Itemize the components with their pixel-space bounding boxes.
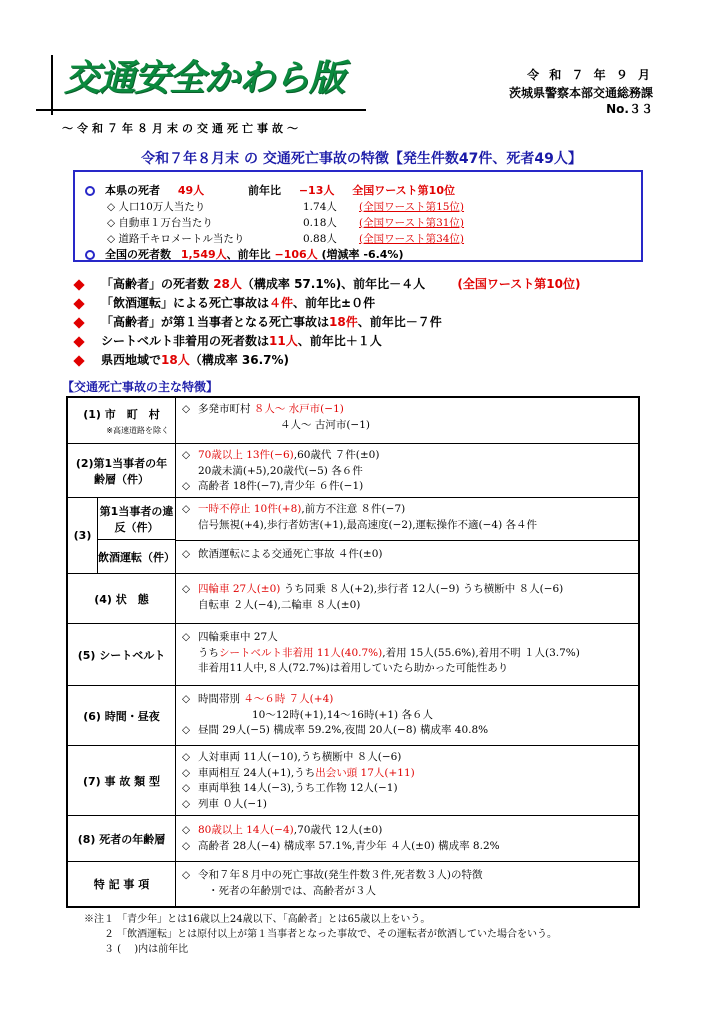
issue-date: 令 和 ７ 年 ９ 月	[527, 68, 653, 82]
diamond-bullet-icon	[73, 355, 84, 366]
table-row	[68, 862, 638, 906]
table-row	[68, 624, 638, 686]
footnote: ３ ( )内は前年比	[84, 944, 189, 955]
table-row	[68, 816, 638, 862]
key-point: 県西地域で18人（構成率 36.7%)	[75, 351, 289, 368]
summary-prefecture-line: 本県の死者 49人 前年比 −13人 全国ワースト第10位	[85, 182, 455, 198]
row-sublabel-violation: 第1当事者の違反（件）	[98, 498, 176, 540]
row-content: ◇ 令和７年８月中の死亡事故(発生件数３件,死者数３人)の特徴 ・死者の年齢別では、高齢者が３人	[182, 869, 483, 897]
circle-bullet-icon	[85, 186, 95, 196]
issue-number: No.３３	[606, 102, 653, 116]
diamond-bullet-icon	[73, 298, 84, 309]
key-point: 「高齢者」の死者数 28人（構成率 57.1%)、前年比－４人 (全国ワースト第10位)	[75, 275, 580, 292]
row-content: ◇ 一時不停止 10件(+8),前方不注意 ８件(−7) 信号無視(+4),歩行者妨害(+1),最高速度(−2),運転操作不適(−4) 各４件 ◇ 飲酒運転による交通死亡事故 ４件(±0)	[182, 503, 538, 560]
footnotes	[84, 912, 557, 957]
newsletter-subtitle: ～令和７年８月末の交通死亡事故～	[62, 122, 302, 135]
section-title: 【交通死亡事故の主な特徴】	[62, 380, 219, 394]
key-point: 「飲酒運転」による死亡事故は４件、前年比±０件	[75, 294, 375, 311]
table-row	[68, 498, 638, 574]
row-content: ◇ 人対車両 11人(−10),うち横断中 ８人(−6) ◇ 車両相互 24人(+1),うち出会い頭 17人(+11) ◇ 車両単独 14人(−3),うち工作物 12人(−1) ◇ 列車 ０人(−1)	[182, 751, 415, 810]
row-label: (6) 時間・昼夜	[68, 686, 176, 745]
diamond-bullet-icon	[73, 317, 84, 328]
row-label: (5) シートベルト	[68, 624, 176, 685]
summary-sub-item: ◇ 道路千キロメートル当たり 0.88人 (全国ワースト第34位)	[107, 233, 465, 245]
headline: 令和７年８月末 の 交通死亡事故の特徴【発生件数47件、死者49人】	[141, 151, 582, 167]
features-table	[66, 396, 640, 908]
row-label: (7) 事 故 類 型	[68, 746, 176, 815]
row-label: (8) 死者の年齢層	[68, 816, 176, 861]
row-label: (2)第1当事者の年齢層（件）	[68, 444, 176, 497]
key-point: シートベルト非着用の死者数は11人、前年比＋１人	[75, 332, 382, 349]
table-row	[68, 574, 638, 624]
issuer: 茨城県警察本部交通総務課	[508, 86, 653, 100]
masthead-vertical-rule	[51, 55, 53, 115]
diamond-bullet-icon	[73, 336, 84, 347]
row-content: ◇ 多発市町村 ８人～ 水戸市(−1) ４人～ 古河市(−1)	[182, 403, 371, 431]
summary-box	[73, 170, 643, 262]
table-row	[68, 398, 638, 444]
table-row	[68, 444, 638, 498]
row-content: ◇ 時間帯別 ４～６時 ７人(+4) 10～12時(+1),14～16時(+1) 各６人 ◇ 昼間 29人(−5) 構成率 59.2%,夜間 20人(−8) 構成率 40.8%	[182, 693, 489, 736]
masthead-horizontal-rule	[36, 109, 366, 111]
table-row	[68, 746, 638, 816]
row-label: (1) 市 町 村 ※高速道路を除く	[68, 398, 176, 443]
footnote: ２ 「飲酒運転」とは原付以上が第１当事者となった事故で、その運転者が飲酒していた場合をいう。	[84, 929, 557, 940]
key-point: 「高齢者」が第１当事者となる死亡事故は18件、前年比－７件	[75, 313, 442, 330]
row-label: 特 記 事 項	[68, 862, 176, 906]
row-content: ◇ 80歳以上 14人(−4),70歳代 12人(±0) ◇ 高齢者 28人(−4) 構成率 57.1%,青少年 ４人(±0) 構成率 8.2%	[182, 824, 500, 852]
row-label: (4) 状 態	[68, 574, 176, 623]
circle-bullet-icon	[85, 250, 95, 260]
row-content: ◇ 四輪車 27人(±0) うち同乗 ８人(+2),歩行者 12人(−9) うち横断中 ８人(−6) 自転車 ２人(−4),二輪車 ８人(±0)	[182, 583, 564, 611]
row-number: (3)	[68, 498, 98, 573]
row-sublabel-drunk: 飲酒運転（件）	[98, 540, 176, 574]
summary-sub-item: ◇ 人口10万人当たり 1.74人 (全国ワースト第15位)	[107, 201, 465, 213]
summary-national-line: 全国の死者数 1,549人、前年比 −106人 (増減率 -6.4%)	[85, 246, 403, 262]
row-content: ◇ 70歳以上 13件(−6),60歳代 ７件(±0) 20歳未満(+5),20歳代(−5) 各６件 ◇ 高齢者 18件(−7),青少年 ６件(−1)	[182, 449, 380, 492]
row-content: ◇ 四輪乗車中 27人 うちシートベルト非着用 11人(40.7%),着用 15人(55.6%),着用不明 １人(3.7%) 非着用11人中,８人(72.7%)は着用していたら助かった可能性あり	[182, 631, 580, 674]
newsletter-title: 交通安全かわら版	[64, 58, 345, 99]
diamond-bullet-icon	[73, 279, 84, 290]
table-row	[68, 686, 638, 746]
summary-sub-item: ◇ 自動車１万台当たり 0.18人 (全国ワースト第31位)	[107, 217, 465, 229]
footnote: ※注１ 「青少年」とは16歳以上24歳以下、「高齢者」とは65歳以上をいう。	[84, 914, 431, 925]
